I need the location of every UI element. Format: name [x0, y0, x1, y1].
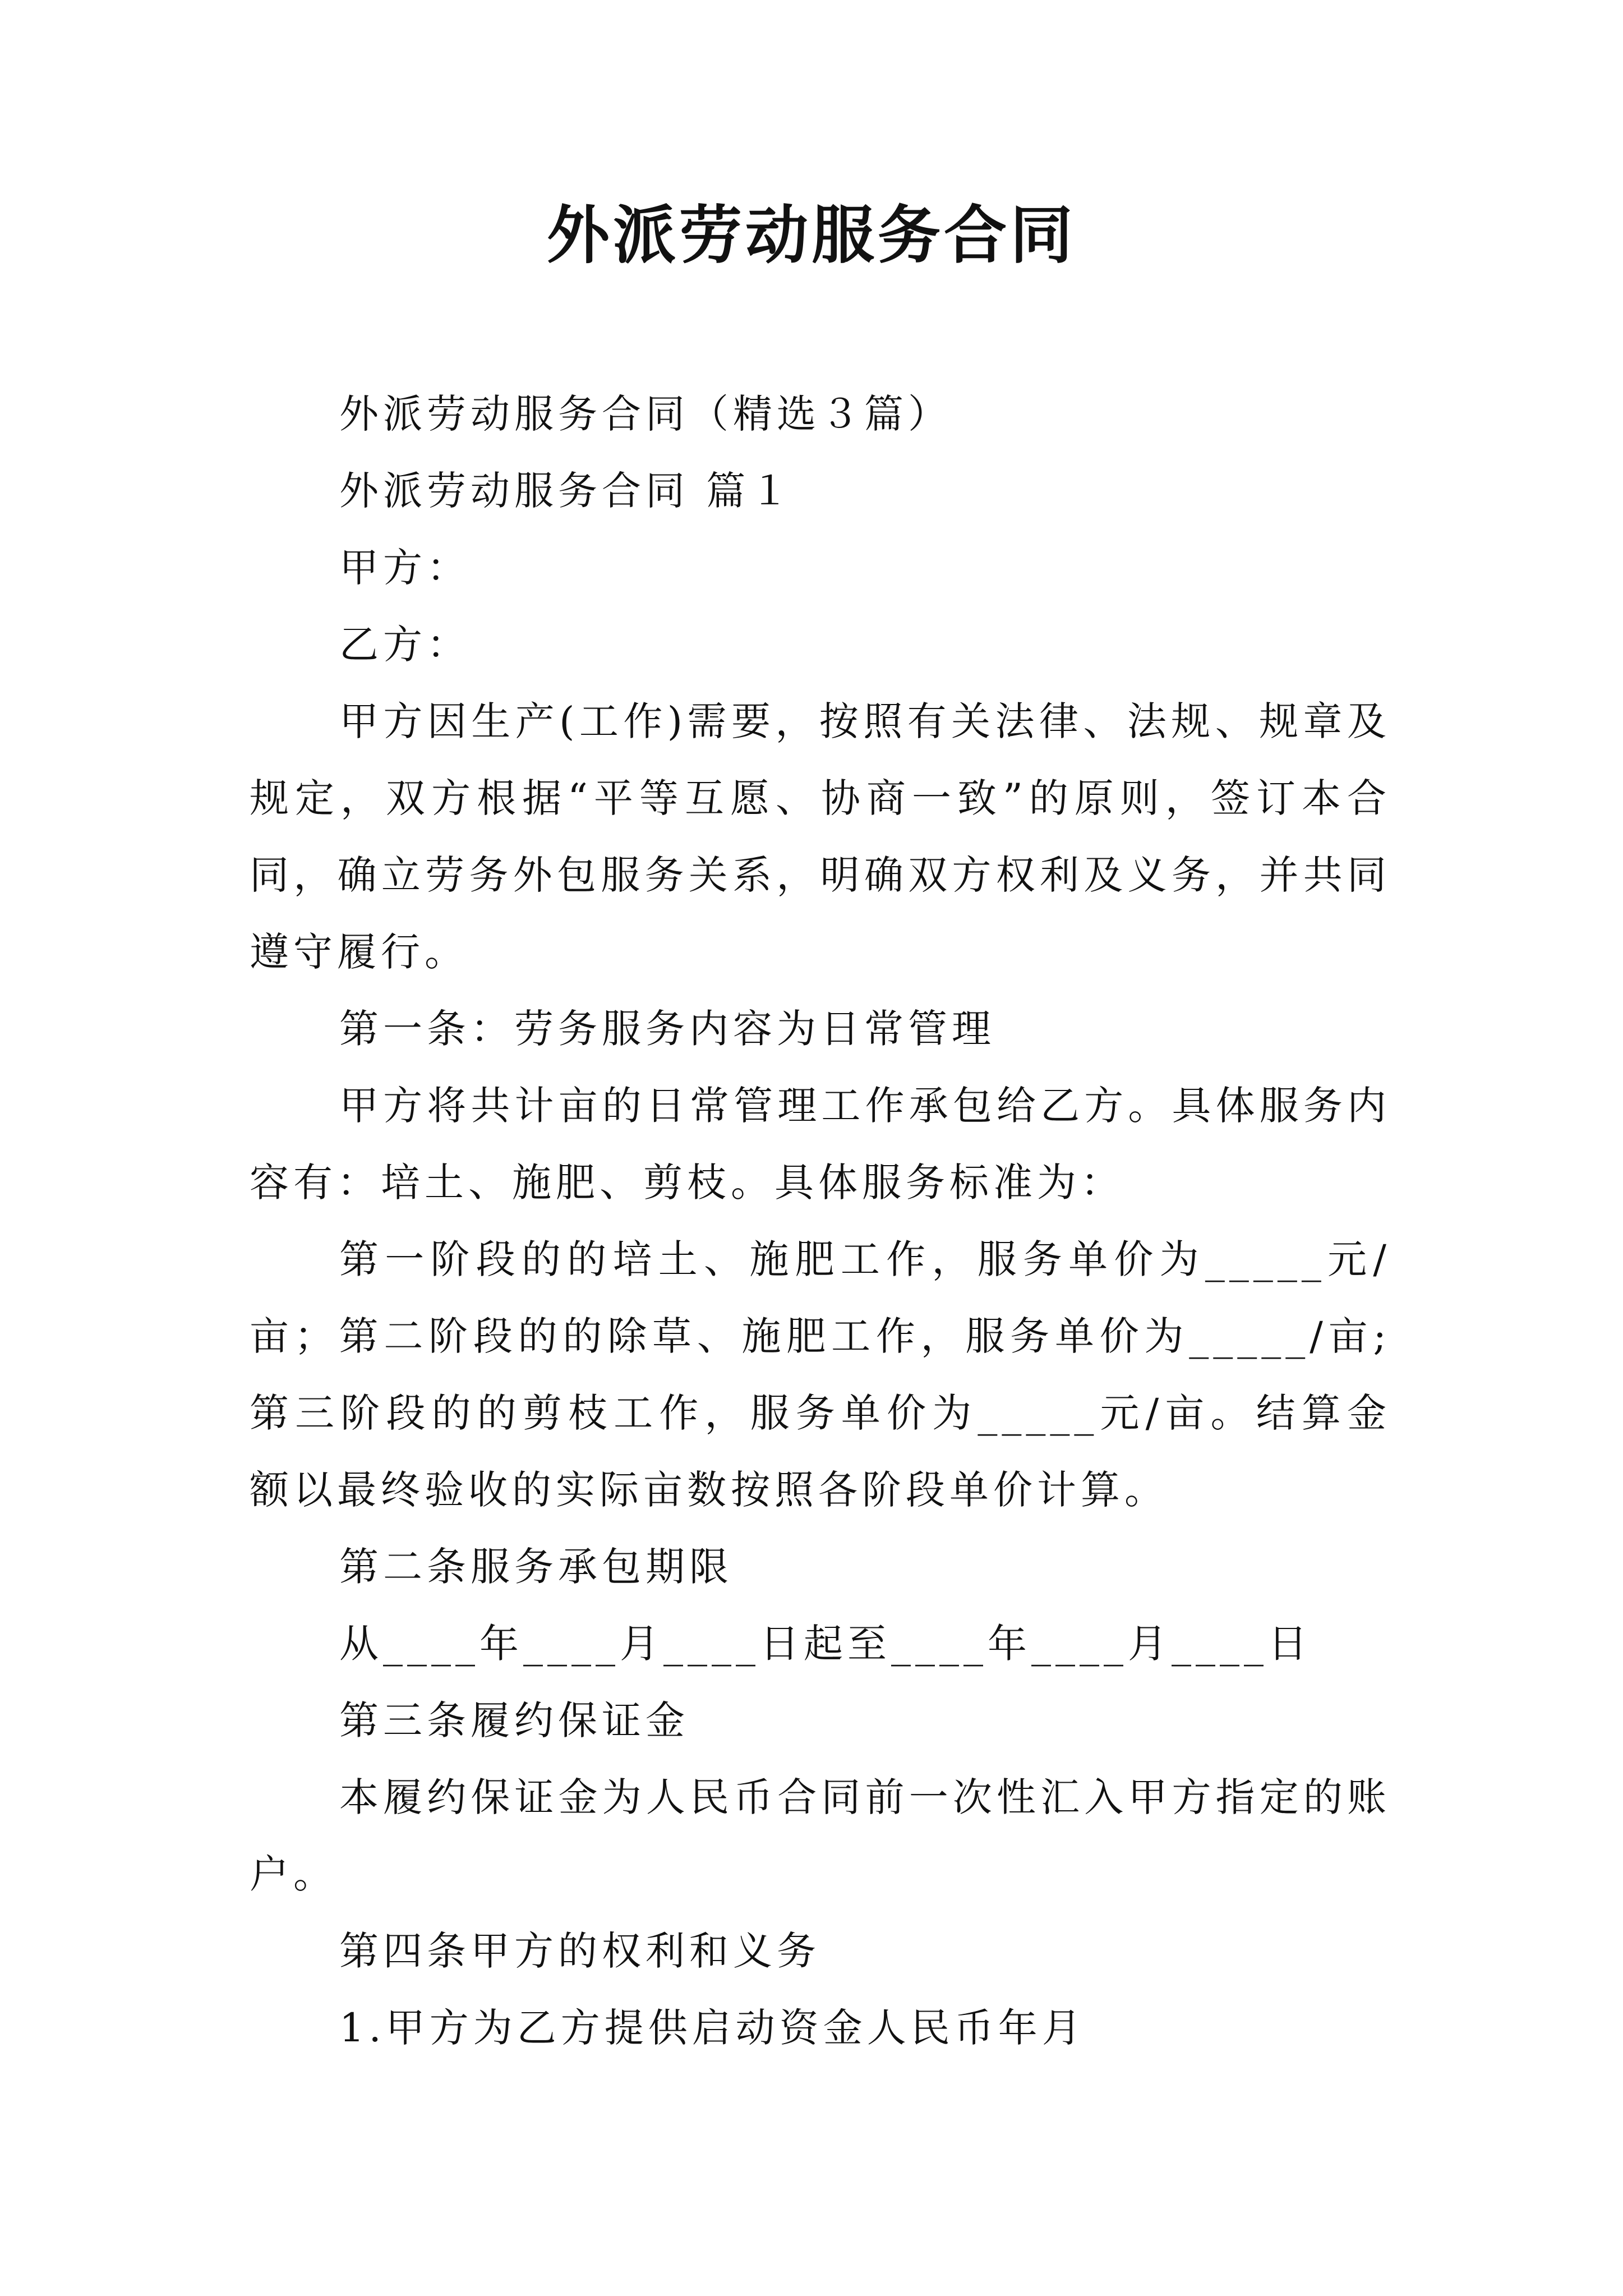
paragraph-article-4-item-1: 1.甲方为乙方提供启动资金人民币年月	[339, 2005, 1086, 2051]
paragraph-article-4-heading: 第四条甲方的权利和义务	[339, 1928, 820, 1974]
document-body	[250, 376, 1391, 2067]
paragraph-party-a: 甲方：	[339, 545, 471, 591]
paragraph-party-b: 乙方：	[339, 622, 471, 668]
paragraph-article-2-content: 从____年____月____日起至____年____月____日	[339, 1621, 1312, 1667]
paragraph-section-heading: 外派劳动服务合同 篇１	[339, 468, 794, 514]
paragraph-article-1-heading: 第一条：劳务服务内容为日常管理	[339, 1006, 995, 1052]
paragraph-article-1-pricing: 第一阶段的的培土、施肥工作，服务单价为_____元/亩；第二阶段的的除草、施肥工作，服务单价为_____/亩;第三阶段的的剪枝工作，服务单价为_____元/亩。结算金额以最终验收的实际亩数按照各阶段单价计算。	[250, 1236, 1391, 1513]
paragraph-article-3-heading: 第三条履约保证金	[339, 1697, 689, 1743]
paragraph-preamble: 甲方因生产(工作)需要，按照有关法律、法规、规章及规定，双方根据“平等互愿、协商一致”的原则，签订本合同，确立劳务外包服务关系，明确双方权利及义务，并共同遵守履行。	[250, 698, 1391, 975]
paragraph-article-1-content: 甲方将共计亩的日常管理工作承包给乙方。具体服务内容有：培土、施肥、剪枝。具体服务标准为：	[250, 1083, 1391, 1205]
paragraph-article-3-content: 本履约保证金为人民币合同前一次性汇入甲方指定的账户。	[250, 1774, 1391, 1897]
paragraph-subtitle: 外派劳动服务合同（精选３篇）	[339, 391, 952, 437]
paragraph-article-2-heading: 第二条服务承包期限	[339, 1544, 733, 1590]
document-title: 外派劳动服务合同	[547, 199, 1076, 272]
